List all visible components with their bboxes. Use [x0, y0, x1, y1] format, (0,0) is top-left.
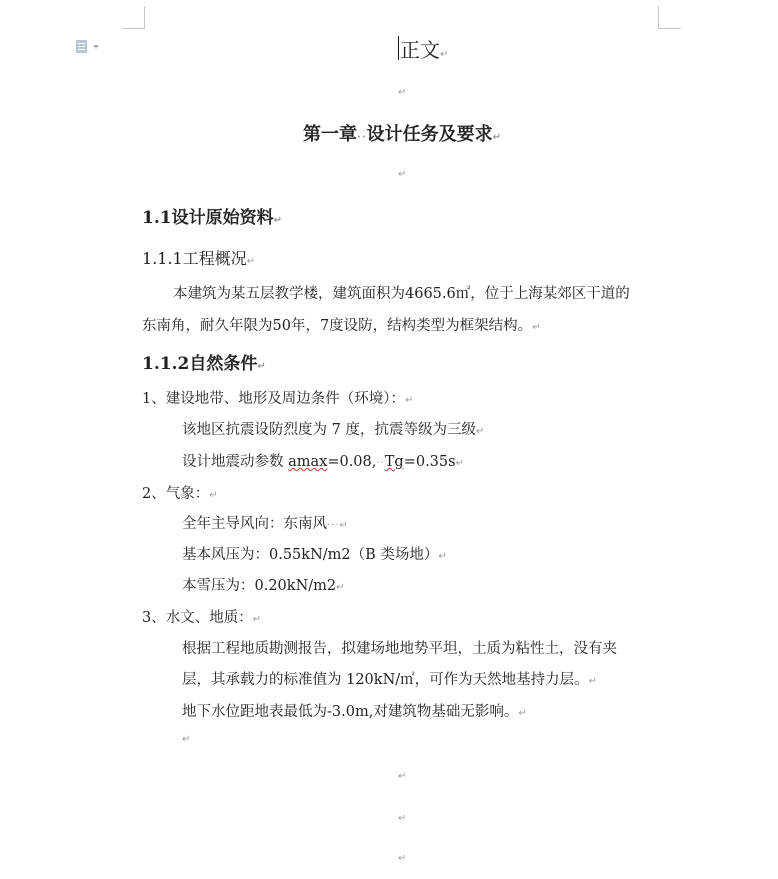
list-item-detail: 该地区抗震设防烈度为 7 度，抗震等级为三级↵: [182, 422, 485, 438]
list-item: 2、气象：↵: [142, 486, 218, 502]
heading-natural-conditions: 1.1.2自然条件↵: [142, 354, 266, 374]
list-item-detail: 本雪压为：0.20kN/m2↵: [182, 578, 345, 594]
heading-design-data: 1.1设计原始资料↵: [142, 208, 282, 228]
list-item-detail: 全年主导风向：东南风···↵: [182, 516, 348, 532]
paragraph-mark: ↵: [182, 734, 191, 745]
list-item: 1、建设地带、地形及周边条件（环境）：↵: [142, 391, 414, 407]
text-cursor: [398, 36, 399, 60]
heading-project-overview: 1.1.1工程概况↵: [142, 249, 256, 268]
list-item-detail: 地下水位距地表最低为-3.0m,对建筑物基础无影响。↵: [182, 704, 527, 720]
list-item: 3、水文、地质：↵: [142, 610, 262, 626]
project-paragraph-line1: 本建筑为某五层教学楼，建筑面积为4665.6㎡，位于上海某郊区干道的: [173, 286, 630, 302]
project-paragraph-line2: 东南角，耐久年限为50年，7度设防，结构类型为框架结构。↵: [142, 318, 541, 334]
paragraph-mark: ↵: [398, 813, 407, 824]
list-item-detail: 层，其承载力的标准值为 120kN/㎡，可作为天然地基持力层。↵: [182, 672, 598, 688]
paragraph-mark: ↵: [398, 853, 407, 864]
list-item-detail: 设计地震动参数 amax=0.08,··Tg=0.35s↵: [182, 454, 464, 470]
doc-title: 正文↵: [400, 38, 449, 62]
list-item-detail: 根据工程地质勘测报告，拟建场地地势平坦，土质为粘性土，没有夹: [182, 641, 617, 657]
document-icon[interactable]: [76, 40, 87, 53]
paragraph-mark: ↵: [398, 169, 407, 180]
paragraph-mark: ↵: [398, 771, 407, 782]
crop-mark-top-left: [122, 6, 145, 29]
crop-mark-top-right: [658, 6, 681, 29]
chevron-down-icon[interactable]: [93, 45, 99, 49]
list-item-detail: 基本风压为：0.55kN/m2（B 类场地）↵: [182, 547, 447, 563]
chapter-heading: 第一章··设计任务及要求↵: [303, 124, 501, 145]
paragraph-mark: ↵: [398, 87, 407, 98]
